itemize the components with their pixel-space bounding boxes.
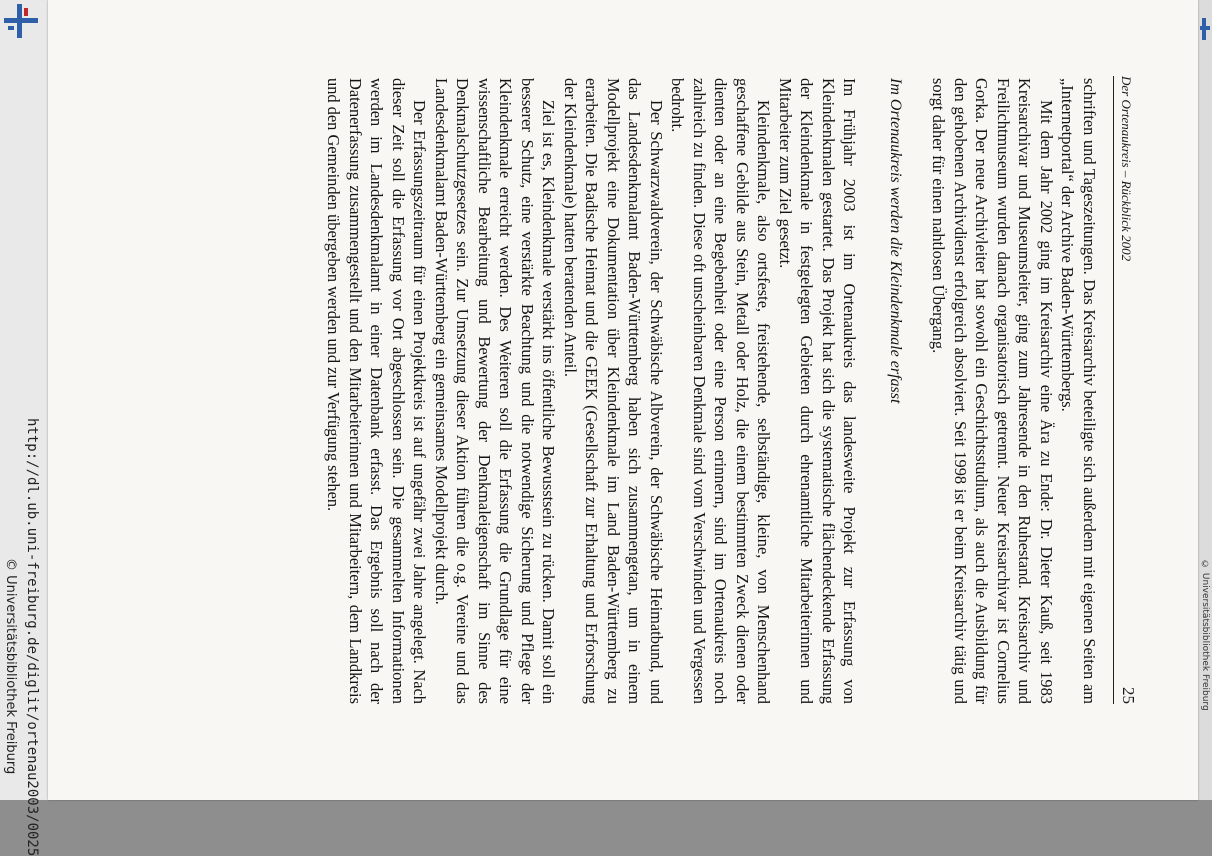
paragraph: Im Frühjahr 2003 ist im Ortenaukreis das landesweite Projekt zur Erfassung von Kleindenkmalen gestartet. Das Projekt hat sich die systematische flächendeckende Erfassung der Kleindenkmale in festgelegten Gebieten durch ehrenamtliche Mitarbeiterinnen und Mitarbeiter zum Ziel gesetzt.	[776, 78, 860, 704]
page-number: 25	[1119, 687, 1138, 704]
digital-library-sidebar	[0, 0, 48, 856]
paragraph: Kleindenkmale, also ortsfeste, freistehende, selbständige, kleine, von Menschenhand geschaffene Gebilde aus Stein, Metall oder Holz, die einem bestimmten Zweck dienen oder dienten oder an eine Begebenheit oder eine Person erinnern, sind im Ortenaukreis noch zahlreich zu finden. Diese oft unscheinbaren Denkmale sind vom Verschwinden und Vergessen bedroht.	[668, 78, 774, 704]
digital-library-url[interactable]: http://dl.ub.uni-freiburg.de/diglit/ortenau2003/0025	[24, 418, 40, 856]
right-edge-copyright: © Universitätsbibliothek Freiburg	[1200, 560, 1210, 711]
paragraph: Ziel ist es, Kleindenkmale verstärkt ins öffentliche Bewusstsein zu rücken. Damit soll ein besserer Schutz, eine verstärkte Beachtung und die notwendige Sicherung und Pflege der Kleindenkmale erreicht werden. Des Weiteren soll die Erfassung die Grundlage für eine wissenschaftliche Bearbeitung und Bewertung der Denkmaleigenschaft im Sinne des Denkmalschutzgesetzes sein. Zur Umsetzung dieser Aktion führen die o.g. Vereine und das Landesdenkmalamt Baden-Württemberg ein gemeinsames Modellprojekt durch.	[432, 78, 559, 704]
section-heading: Im Ortenaukreis werden die Kleindenkmale erfasst	[887, 78, 904, 404]
rotated-page-content	[48, 0, 1198, 800]
copyright-notice: © Universitätsbibliothek Freiburg	[3, 558, 18, 775]
paragraph: Mit dem Jahr 2002 ging im Kreisarchiv eine Ära zu Ende: Dr. Dieter Kauß, seit 1983 Kreisarchivar und Museumsleiter, ging zum Jahresende in den Ruhestand. Kreisarchiv und Freilichtmuseum wurden danach organisatorisch getrennt. Neuer Kreisarchivar ist Cornelius Gorka. Der neue Archivleiter hat sowohl ein Geschichtsstudium, als auch die Ausbildung für den gehobenen Archivdienst erfolgreich absolviert. Seit 1998 ist er beim Kreisarchiv tätig und sorgt daher für einen nahtlosen Übergang.	[929, 78, 1056, 704]
library-logo-icon-right	[1200, 18, 1210, 40]
paragraph: Der Schwarzwaldverein, der Schwäbische Albverein, der Schwäbische Heimatbund, und das Landesdenkmalamt Baden-Württemberg haben sich zusammengetan, um in einem Modellprojekt eine Dokumentation über Kleindenkmale im Land Baden-Württemberg zu erarbeiten. Die Badische Heimat und die GEEK (Gesellschaft zur Erhaltung und Erforschung der Kleindenkmale) hatten beratenden Anteil.	[561, 78, 666, 704]
paragraph: Der Erfassungszeitraum für einen Projektkreis ist auf ungefähr zwei Jahre angelegt. Nach dieser Zeit soll die Erfassung vor Ort abgeschlossen sein. Die gesammelten Informationen werden im Landesdenkmalamt in einer Datenbank erfasst. Das Ergebnis soll nach der Datenerfassung zusammengestellt und den Mitarbeiterinnen und Mitarbeitern, dem Landkreis und den Gemeinden übergeben werden und zur Verfügung stehen.	[324, 78, 430, 704]
paragraph: schriften und Tageszeitungen. Das Kreisarchiv beteiligte sich außerdem mit eigenen Seiten am „Internetportal“ der Archive Baden-Württembergs.	[1058, 78, 1099, 704]
running-head: Der Ortenaukreis – Rückblick 2002	[1119, 76, 1134, 262]
library-logo-icon	[4, 4, 38, 38]
header-rule	[1113, 76, 1114, 704]
body-text	[323, 78, 1100, 704]
